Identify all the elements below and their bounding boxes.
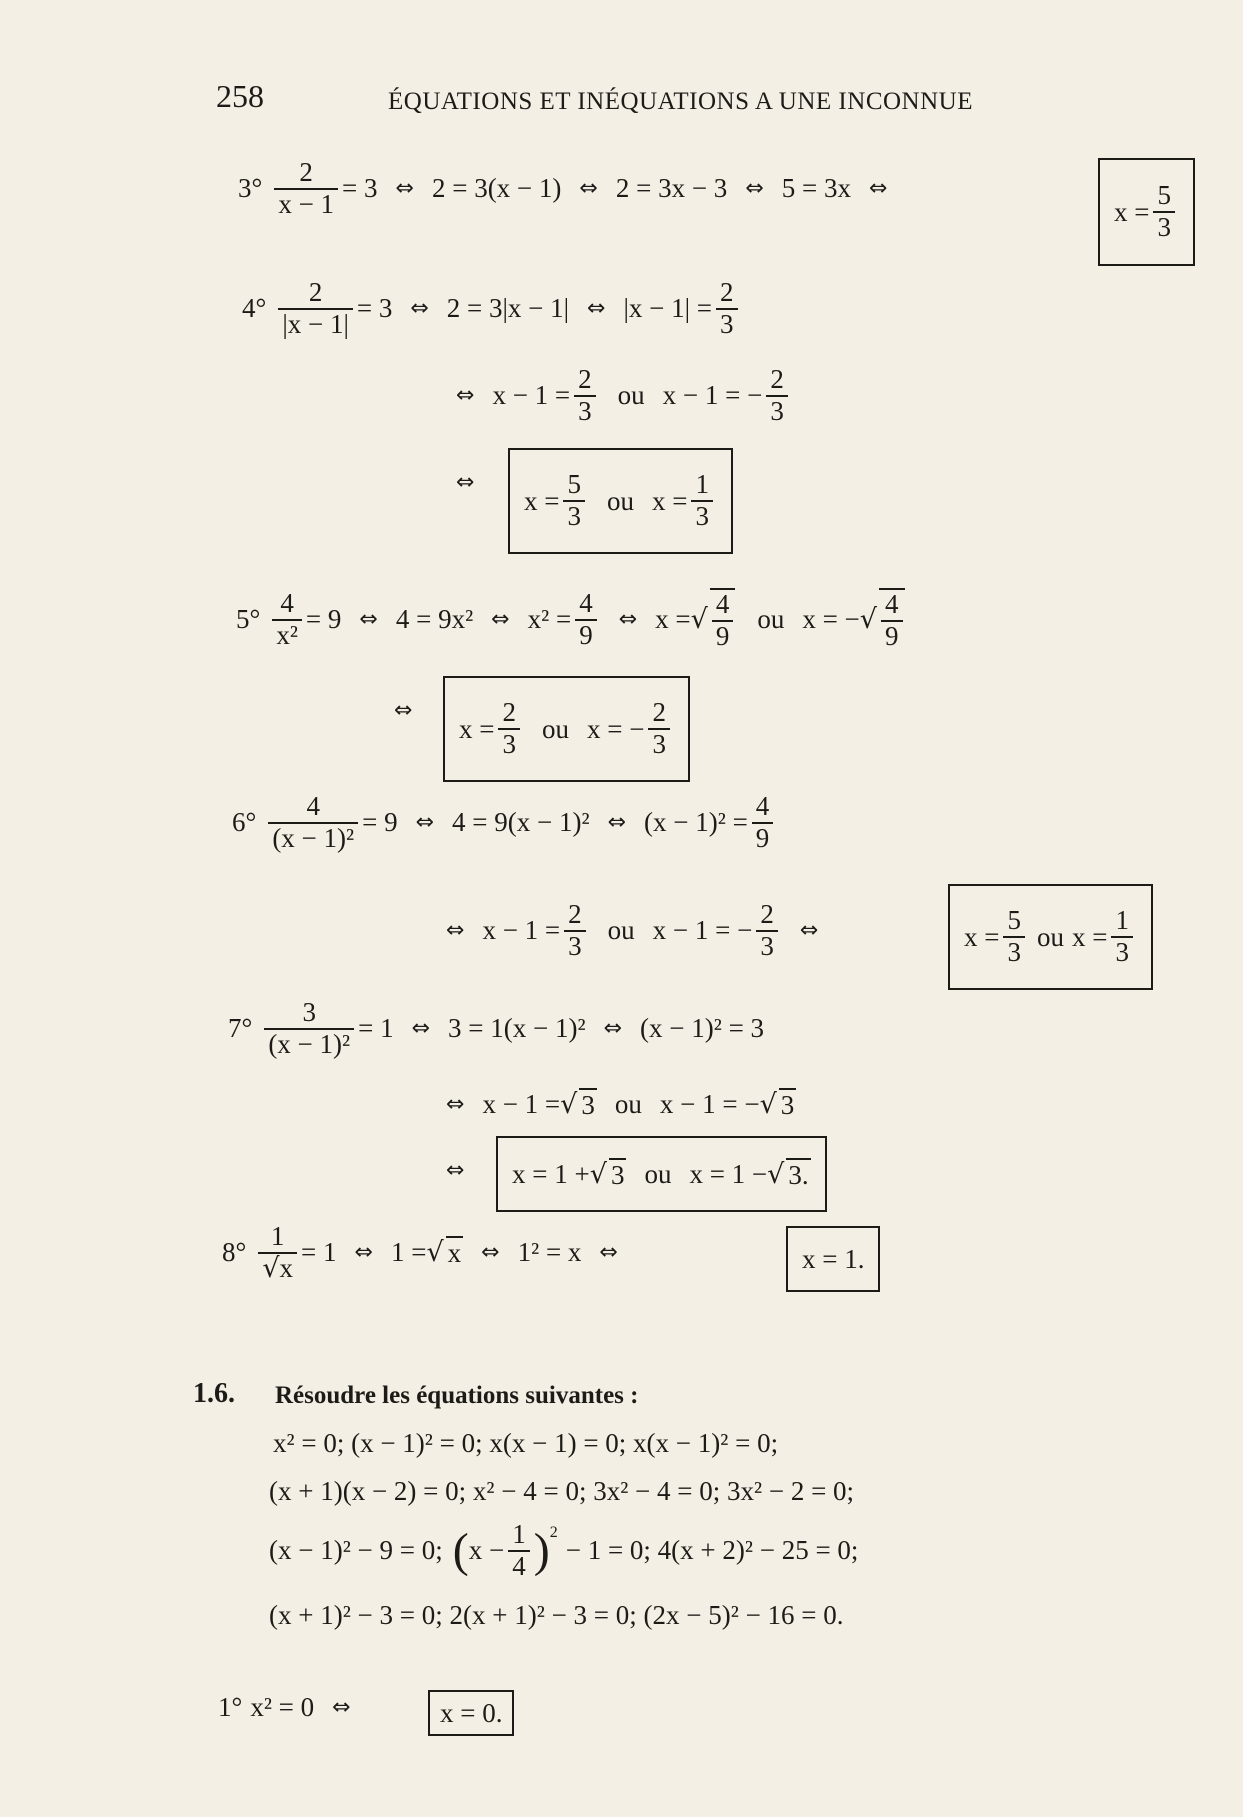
result-box: x = $\frac{2}{3}$ ou x = − $\frac{2}{3}$ bbox=[443, 676, 690, 782]
running-title: ÉQUATIONS ET INÉQUATIONS A UNE INCONNUE bbox=[388, 88, 973, 115]
item-4: 4° $\frac{2}{|x - 1|}$ = 3 ⇔ 2 = 3|x − 1| ⇔ |x − 1| = $\frac{2}{3}$ bbox=[242, 278, 742, 339]
item-label: 1° bbox=[218, 1692, 243, 1722]
equation-list-line-1: x² = 0; (x − 1)² = 0; x(x − 1) = 0; x(x − 1)² = 0; bbox=[273, 1428, 779, 1458]
result-box: x = $\frac{5}{3}$ ou x = $\frac{1}{3}$ bbox=[508, 448, 733, 554]
equation-list-line-3: (x − 1)² − 9 = 0; ( x − $\frac{1}{4}$ ) $^2$ − 1 = 0; 4(x + 2)² − 25 = 0; bbox=[269, 1519, 859, 1581]
result-box: x = $\frac{5}{3}$ bbox=[1098, 158, 1195, 266]
result-box: x = 1 + √ 3 ou x = 1 − √ 3. bbox=[496, 1136, 827, 1212]
item-label: 5° bbox=[236, 604, 261, 635]
exercise-number: 1.6. bbox=[193, 1378, 235, 1409]
exercise-title: Résoudre les équations suivantes : bbox=[275, 1382, 639, 1409]
page-number: 258 bbox=[216, 78, 264, 114]
iff-symbol: ⇔ bbox=[395, 176, 414, 202]
item-label: 6° bbox=[232, 807, 257, 838]
sqrt-sign: √ bbox=[859, 604, 878, 636]
fraction: $\frac{2}{x - 1}$ bbox=[274, 158, 338, 219]
item-6-step: ⇔ x − 1 = $\frac{2}{3}$ ou x − 1 = − $\frac{2}{3}$ ⇔ bbox=[446, 899, 819, 961]
result-box: x = $\frac{5}{3}$ ou x = $\frac{1}{3}$ bbox=[948, 884, 1153, 990]
item-7-iff: ⇔ bbox=[446, 1158, 465, 1183]
item-6: 6° $\frac{4}{\text{(x − 1)²}}$ = 9 ⇔ 4 = 9(x − 1)² ⇔ (x − 1)² = $\frac{4}{9}$ bbox=[232, 792, 777, 853]
item-5-iff: ⇔ bbox=[394, 698, 413, 723]
item-7: 7° $\frac{3}{\text{(x − 1)²}}$ = 1 ⇔ 3 = 1(x − 1)² ⇔ (x − 1)² = 3 bbox=[228, 997, 765, 1059]
sqrt-sign: √ bbox=[690, 604, 708, 636]
result-box: x = 1. bbox=[786, 1226, 880, 1292]
item-5: 5° $\frac{4}{\text{x²}}$ = 9 ⇔ 4 = 9x² ⇔ x² = $\frac{4}{9}$ ⇔ x = √ $\frac{4}{9}$ ou x = − √ $\frac{4}{9}$ bbox=[236, 588, 909, 651]
item-label: 8° bbox=[222, 1237, 247, 1268]
item-label: 4° bbox=[242, 293, 267, 324]
item-4-iff: ⇔ bbox=[456, 470, 475, 495]
item-4-step: ⇔ x − 1 = $\frac{2}{3}$ ou x − 1 = − $\frac{2}{3}$ bbox=[438, 365, 792, 426]
solution-1: 1° x² = 0 ⇔ bbox=[218, 1692, 351, 1722]
item-8: 8° $\frac{1}{√x}$ = 1 ⇔ 1 = √ x ⇔ 1² = x ⇔ bbox=[222, 1221, 618, 1284]
equation-list-line-2: (x + 1)(x − 2) = 0; x² − 4 = 0; 3x² − 4 = 0; 3x² − 2 = 0; bbox=[269, 1476, 855, 1506]
item-3: 3° $\frac{2}{x - 1}$ = 3 ⇔ 2 = 3(x − 1) ⇔ 2 = 3x − 3 ⇔ 5 = 3x ⇔ bbox=[238, 157, 888, 219]
equation-list-line-4: (x + 1)² − 3 = 0; 2(x + 1)² − 3 = 0; (2x − 5)² − 16 = 0. bbox=[269, 1600, 844, 1630]
result-box: x = 0. bbox=[428, 1690, 514, 1736]
item-7-step: ⇔ x − 1 = √ 3 ou x − 1 = − √ 3 bbox=[446, 1089, 795, 1120]
item-label: 3° bbox=[238, 173, 263, 204]
item-label: 7° bbox=[228, 1013, 253, 1044]
